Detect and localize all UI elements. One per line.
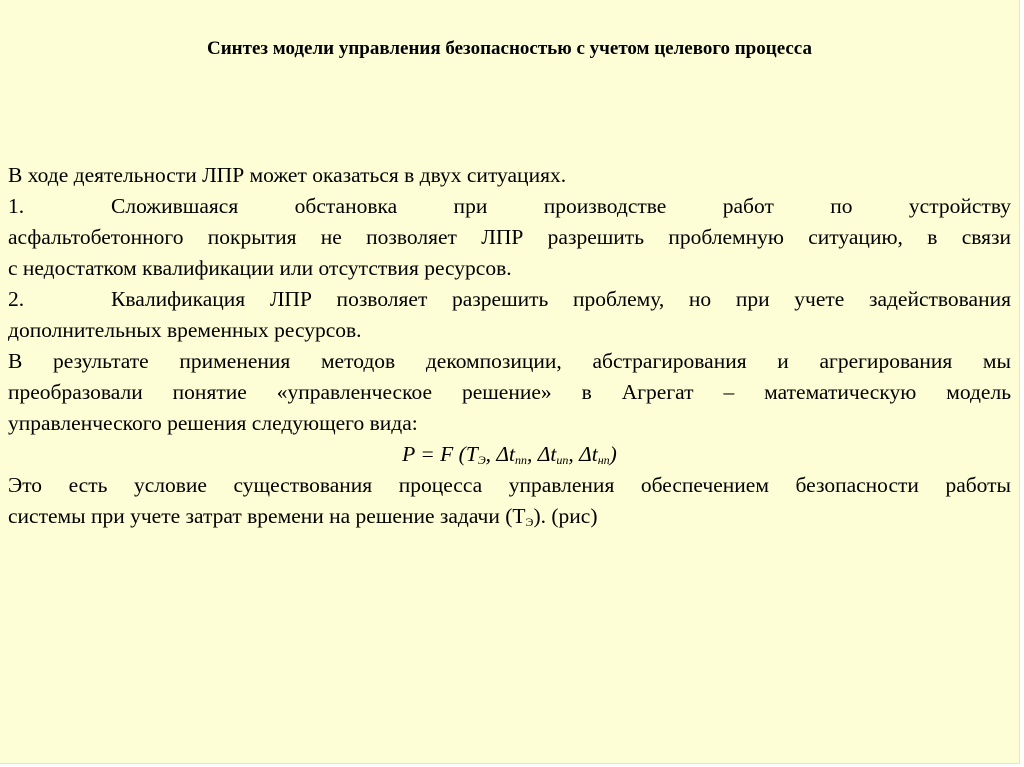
formula-lhs: P = F (T [402,442,478,466]
result-line-2: преобразовали понятие «управленческое решение» в Агрегат – математическую модель [8,380,1011,404]
formula-sep-3: , Δt [568,442,598,466]
formula [8,439,1011,470]
formula-sub-ip: ип [556,453,569,467]
slide-body [8,160,1011,532]
slide-title: Синтез модели управления безопасностью с учетом целевого процесса [207,38,812,59]
list-item-1-line-1 [8,191,1011,222]
list-item-1-line-2: асфальтобетонного покрытия не позволяет ЛПР разрешить проблемную ситуацию, в связи [8,225,1011,249]
list-item-2-text-1: Квалификация ЛПР позволяет разрешить проблему, но при учете задействования [111,287,1011,311]
formula-sep-1: , Δt [485,442,516,466]
result-line-1: В результате применения методов декомпозиции, абстрагирования и агрегирования мы [8,349,1011,373]
formula-sub-pp: пп [515,453,528,467]
conclusion-line-1: Это есть условие существования процесса управления обеспечением безопасности работы [8,473,1011,497]
list-item-1-number: 1. [8,194,25,218]
formula-close: ) [609,442,617,466]
conclusion-text-a: системы при учете затрат времени на решение задачи (Т [8,504,526,528]
formula-sub-np: нп [597,453,610,467]
formula-sep-2: , Δt [527,442,557,466]
intro-text: В ходе деятельности ЛПР может оказаться в двух ситуациях. [8,163,567,187]
list-item-2-number: 2. [8,287,25,311]
list-item-1-text-1: Сложившаяся обстановка при производстве работ по устройству [111,194,1011,218]
conclusion-line-2 [8,501,1011,532]
conclusion-sub-e: Э [525,515,534,529]
formula-sub-e: Э [477,453,486,467]
list-item-2-line-2: дополнительных временных ресурсов. [8,318,362,342]
conclusion-text-b: ). (рис) [533,504,598,528]
list-item-1-line-3: с недостатком квалификации или отсутствия ресурсов. [8,256,512,280]
list-item-2-line-1 [8,284,1011,315]
result-line-3: управленческого решения следующего вида: [8,411,418,435]
